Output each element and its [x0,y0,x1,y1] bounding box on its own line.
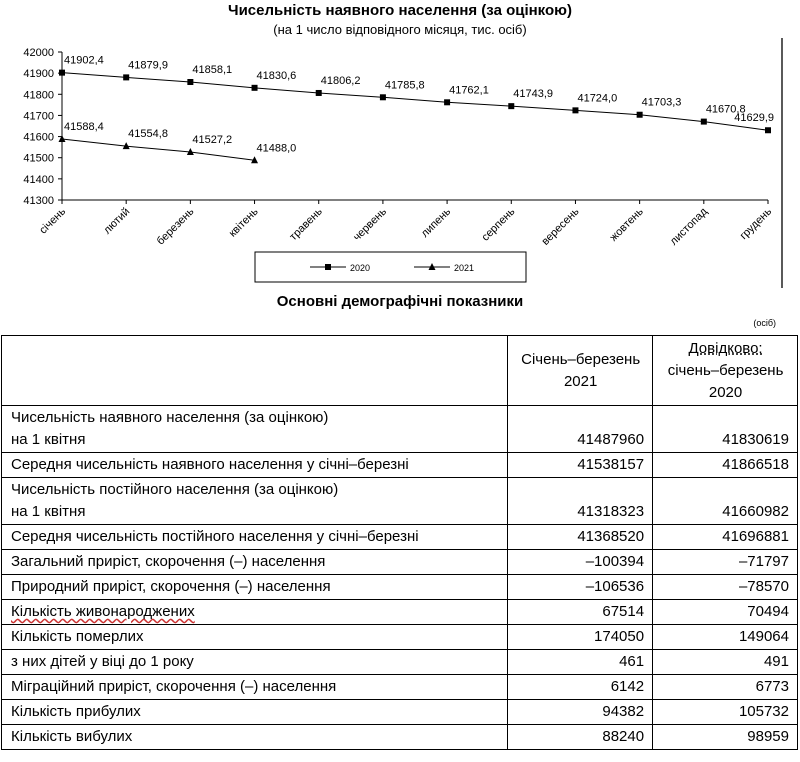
row-label-line1: Чисельність постійного населення (за оцінкою) [11,481,339,498]
y-tick-label: 41700 [23,110,54,123]
chart-subtitle: (на 1 число відповідного місяця, тис. осіб) [273,22,527,37]
y-axis [23,47,62,207]
table-row [2,650,798,675]
data-label: 41527,2 [192,133,233,146]
table-row [2,550,798,575]
value-2020: 149064 [653,625,798,650]
row-label [2,478,508,525]
x-tick-label: липень [418,205,454,240]
x-tick-label: квітень [226,205,261,240]
value-2020: 6773 [653,675,798,700]
header-2020-line1: Довідково: [688,339,763,357]
y-tick-label: 41800 [23,89,54,102]
x-tick-label: травень [287,205,325,244]
value-2021: 461 [508,650,653,675]
value-2021: 67514 [508,600,653,625]
x-tick-label: грудень [737,205,775,243]
y-tick-label: 41300 [23,195,54,207]
row-label-line1: Середня чисельність постійного населення у січні–березні [11,528,419,545]
series-2020-point [59,70,65,76]
header-empty-cell [2,336,508,406]
data-label: 41762,1 [449,84,489,97]
row-label-line1: з них дітей у віці до 1 року [11,653,194,670]
x-tick-label: листопад [667,205,710,248]
table-row [2,525,798,550]
value-2020: –78570 [653,575,798,600]
data-label: 41858,1 [192,64,233,77]
data-label: 41488,0 [256,142,297,155]
chart-title: Чисельність наявного населення (за оцінкою) [228,2,572,19]
data-label: 41785,8 [384,79,425,92]
table-row [2,625,798,650]
data-label: 41830,6 [256,69,297,82]
legend [255,252,526,282]
x-tick-label: серпень [479,205,518,244]
table-header-row [2,336,798,406]
header-2020-line3: 2020 [708,383,743,401]
series-2020-point [444,99,450,105]
value-2020: 41830619 [653,406,798,453]
data-label: 41703,3 [641,96,682,109]
section-title: Основні демографічні показники [276,293,524,310]
row-label-line2: на 1 квітня [11,431,86,448]
value-2020: –71797 [653,550,798,575]
value-2020: 491 [653,650,798,675]
table-row [2,600,798,625]
row-label [2,575,508,600]
header-2021-line2: 2021 [563,372,598,390]
value-2020: 41866518 [653,453,798,478]
series-2020-point [765,127,771,133]
data-label: 41724,0 [577,92,618,105]
value-2021: –106536 [508,575,653,600]
value-2021: 41487960 [508,406,653,453]
data-label: 41902,4 [64,54,104,67]
header-2020-line2: січень–березень [667,361,784,379]
table-row [2,478,798,525]
table-row [2,725,798,750]
line-chart [0,38,800,288]
data-label: 41588,4 [64,121,104,134]
row-label [2,600,508,625]
series-2020-point [187,79,193,85]
x-tick-label: березень [154,205,197,248]
row-label [2,650,508,675]
table-row [2,575,798,600]
table-row [2,406,798,453]
y-tick-label: 41600 [23,131,54,144]
row-label-line1: Міграційний приріст, скорочення (–) населення [11,678,337,695]
x-tick-label: жовтень [607,205,646,244]
value-2021: 88240 [508,725,653,750]
value-2021: 41368520 [508,525,653,550]
value-2021: 94382 [508,700,653,725]
row-label-line1: Кількість живонароджених [11,603,195,620]
row-label-line1: Середня чисельність наявного населення у січні–березні [11,456,409,473]
header-2021 [508,336,653,406]
table-row [2,675,798,700]
data-label: 41806,2 [320,74,361,87]
x-axis [37,200,774,248]
data-label: 41743,9 [513,88,554,101]
series-2020-point [380,94,386,100]
table-row [2,700,798,725]
series-2020-point [637,112,643,118]
series-2020-point [701,119,707,125]
value-2021: 6142 [508,675,653,700]
row-label [2,725,508,750]
row-label-line1: Природний приріст, скорочення (–) населення [11,578,331,595]
legend-box [255,252,526,282]
value-2021: 174050 [508,625,653,650]
row-label-line1: Кількість померлих [11,628,144,645]
row-label [2,700,508,725]
row-label-line2: на 1 квітня [11,503,86,520]
data-label: 41670,8 [705,103,746,116]
value-2021: 41318323 [508,478,653,525]
row-label-line1: Чисельність наявного населення (за оцінкою) [11,409,329,426]
y-tick-label: 41500 [23,152,54,165]
data-label: 41879,9 [128,59,168,72]
units-label: (осіб) [753,318,776,328]
x-tick-label: червень [351,205,390,244]
x-tick-label: вересень [539,205,582,248]
row-label [2,550,508,575]
legend-label-2020: 2020 [350,263,371,273]
series-layer [59,55,775,164]
row-label-line1: Кількість вибулих [11,728,133,745]
series-2020-point [252,85,258,91]
legend-label-2021: 2021 [454,263,475,273]
value-2021: –100394 [508,550,653,575]
row-label-line1: Кількість прибулих [11,703,141,720]
data-label: 41554,8 [128,128,168,141]
value-2020: 98959 [653,725,798,750]
value-2020: 105732 [653,700,798,725]
row-label [2,406,508,453]
value-2020: 41696881 [653,525,798,550]
row-label [2,525,508,550]
row-label [2,453,508,478]
series-2020-point [316,90,322,96]
data-label: 41629,9 [734,112,774,125]
y-tick-label: 42000 [23,47,54,59]
row-label [2,625,508,650]
series-2020-point [572,107,578,113]
table-row [2,453,798,478]
row-label [2,675,508,700]
y-tick-label: 41900 [23,68,54,81]
series-2020-point [508,103,514,109]
series-2020-point [123,74,129,80]
x-tick-label: січень [37,205,69,237]
row-label-line1: Загальний приріст, скорочення (–) населення [11,553,326,570]
header-2021-line1: Січень–березень [521,350,641,368]
header-2020 [653,336,798,406]
value-2021: 41538157 [508,453,653,478]
x-tick-label: лютий [101,205,133,237]
value-2020: 41660982 [653,478,798,525]
legend-marker-2020 [325,264,331,270]
value-2020: 70494 [653,600,798,625]
y-tick-label: 41400 [23,173,54,186]
demographics-table [1,335,798,750]
